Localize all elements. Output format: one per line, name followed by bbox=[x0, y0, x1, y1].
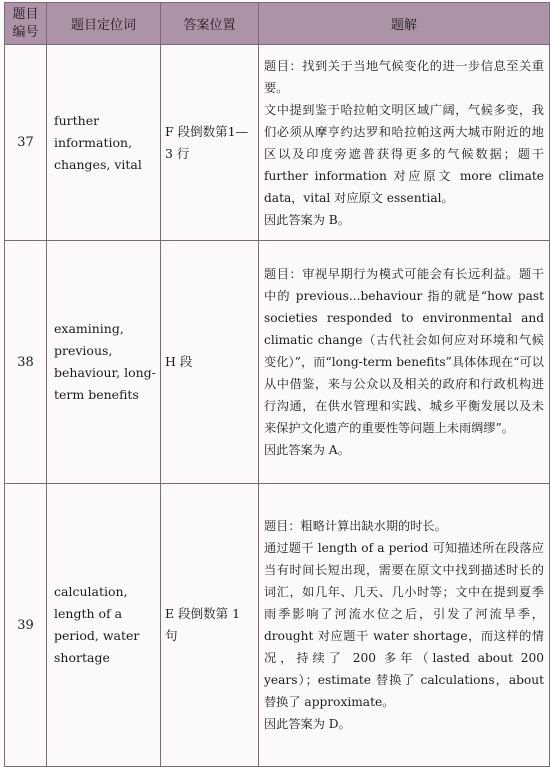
keywords-cell: calculation, length of a period, water shortage bbox=[47, 484, 161, 767]
table-row bbox=[5, 484, 550, 767]
analysis-paragraph: 因此答案为 A。 bbox=[264, 443, 350, 457]
header-row bbox=[5, 3, 550, 45]
question-number: 37 bbox=[5, 45, 47, 241]
header-position: 答案位置 bbox=[161, 3, 259, 45]
header-keywords: 题目定位词 bbox=[47, 3, 161, 45]
analysis-paragraph: 题目：粗略计算出缺水期的时长。 bbox=[264, 519, 447, 533]
table-row bbox=[5, 45, 550, 241]
analysis-paragraph: 文中提到鉴于哈拉帕文明区域广阔，气候多变，我们必须从摩亨约达罗和哈拉帕这两大城市附近的地区以及印度旁遮普获得更多的气候数据；题干 further information 对应原文 more climate data，vital 对应原文 essential。 bbox=[264, 102, 544, 205]
analysis-cell bbox=[259, 484, 550, 767]
position-cell: H 段 bbox=[161, 241, 259, 484]
analysis-paragraph: 通过题干 length of a period 可知描述所在段落应当有时间长短出现，需要在原文中找到描述时长的词汇，如几年、几天、几小时等；文中在提到夏季雨季影响了河流水位之后，引发了河流旱季，drought 对应题干 water shortage，而这样的情况，持续了 200 多年（lasted about 200 years）；estimate 替换了 calculations，about 替换了 approximate。 bbox=[264, 541, 544, 709]
analysis-paragraph: 题目：找到关于当地气候变化的进一步信息至关重要。 bbox=[264, 58, 544, 95]
analysis-paragraph: 因此答案为 B。 bbox=[264, 212, 350, 227]
header-question-number bbox=[5, 3, 47, 45]
analysis-paragraph: 题目：审视早期行为模式可能会有长远利益。题干中的 previous...behaviour 指的就是“how past societies responded to environmental and climatic change（古代社会如何应对环境和气候变化）”，而“long-term benefits”具体体现在“可以从中借鉴，来与公众以及相关的政府和行政机构进行沟通，在供水管理和实践、城乡平衡发展以及未来保护文化遗产的重要性等问题上未雨绸缪”。 bbox=[264, 267, 544, 435]
analysis-paragraph: 因此答案为 D。 bbox=[264, 717, 351, 731]
question-number: 38 bbox=[5, 241, 47, 484]
analysis-cell bbox=[259, 241, 550, 484]
keywords-cell: examining, previous, behaviour, long-term benefits bbox=[47, 241, 161, 484]
position-cell: F 段倒数第1—3 行 bbox=[161, 45, 259, 241]
answer-analysis-table bbox=[4, 2, 550, 767]
header-analysis: 题解 bbox=[259, 3, 550, 45]
header-number-line1: 题目 bbox=[12, 6, 39, 22]
keywords-cell: further information, changes, vital bbox=[47, 45, 161, 241]
question-number: 39 bbox=[5, 484, 47, 767]
analysis-cell bbox=[259, 45, 550, 241]
table-row bbox=[5, 241, 550, 484]
position-cell: E 段倒数第 1 句 bbox=[161, 484, 259, 767]
header-number-line2: 编号 bbox=[12, 24, 39, 40]
